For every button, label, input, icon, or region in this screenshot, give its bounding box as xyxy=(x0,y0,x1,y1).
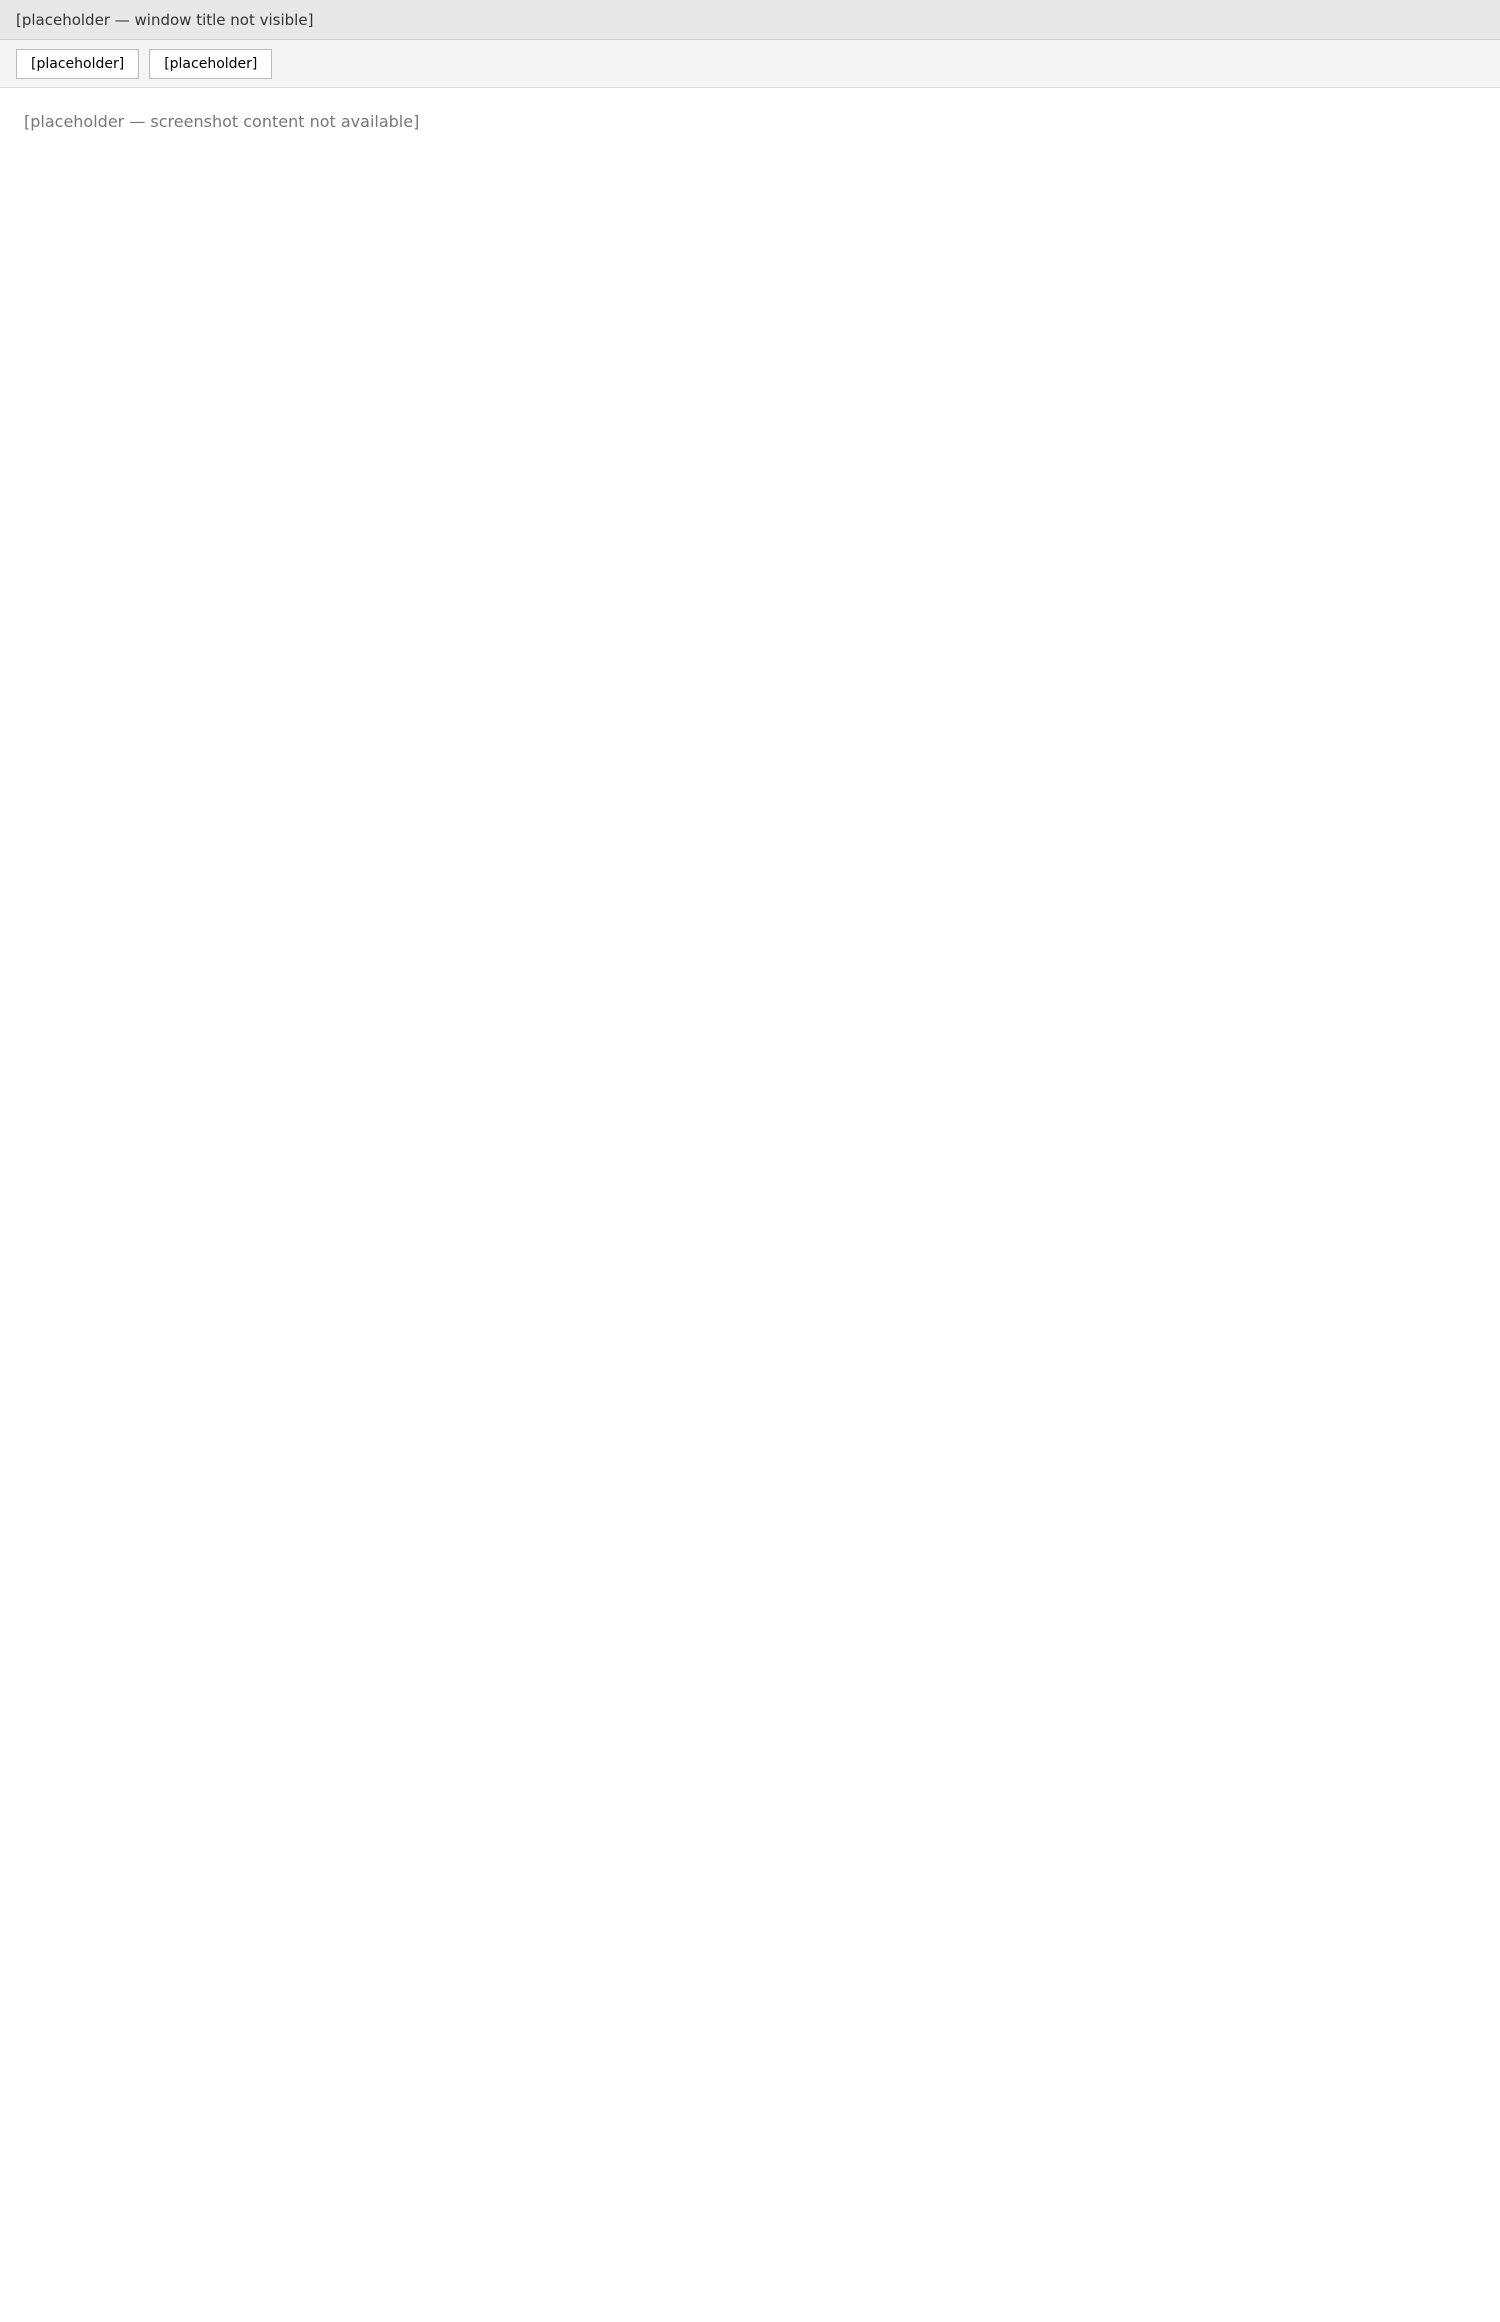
placeholder-note: [placeholder — screenshot content not available] xyxy=(24,112,420,131)
main-content xyxy=(0,88,1500,2322)
window-title: [placeholder — window title not visible] xyxy=(16,10,314,29)
toolbar-button-2[interactable]: [placeholder] xyxy=(149,49,272,79)
toolbar-button-1[interactable]: [placeholder] xyxy=(16,49,139,79)
title-bar xyxy=(0,0,1500,40)
toolbar xyxy=(0,40,1500,88)
